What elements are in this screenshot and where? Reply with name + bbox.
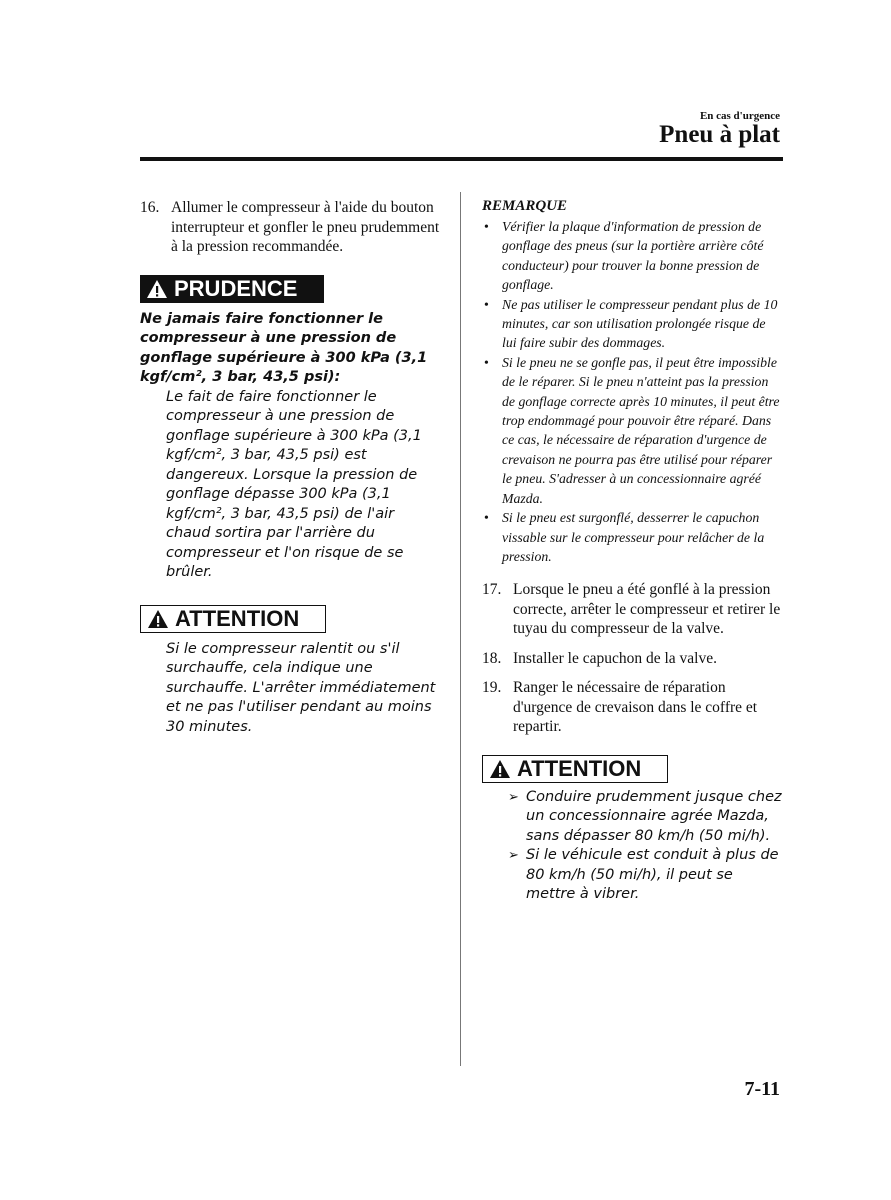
bullet-icon: • xyxy=(484,510,489,526)
attention-block-right xyxy=(482,755,782,905)
note-item: • Ne pas utiliser le compresseur pendant plus de 10 minutes, car son utilisation prolongée risque de lui faire subir des dommages. xyxy=(484,296,778,351)
step-number: 19. xyxy=(482,679,502,697)
caution-label: PRUDENCE xyxy=(174,275,298,301)
note-item: • Si le pneu est surgonflé, desserrer le capuchon vissable sur le compresseur pour relâcher de la pression. xyxy=(484,510,765,564)
section-title: En cas d'urgence xyxy=(699,110,780,122)
note-item: • Vérifier la plaque d'information de pression de gonflage des pneus (sur la portière arrière côté conducteur) pour trouver la bonne pression de gonflage. xyxy=(484,219,764,293)
bullet-icon: • xyxy=(484,354,489,370)
attention-block-left xyxy=(140,605,440,738)
warning-icon xyxy=(147,609,169,629)
warning-icon xyxy=(489,759,511,779)
bullet-icon: • xyxy=(484,219,489,234)
step-text: Lorsque le pneu a été gonflé à la pression correcte, arrêter le compresseur et retirer le tuyau du compresseur de la valve. xyxy=(513,581,781,638)
attention-list xyxy=(482,788,782,905)
attention-label: ATTENTION xyxy=(517,755,642,781)
caution-lead: Ne jamais faire fonctionner le compresseur à une pression de gonflage supérieure à 300 kPa (3,1 kgf/cm², 3 bar, 43,5 psi): xyxy=(140,310,428,385)
attention-item: ➢ Conduire prudemment jusque chez un concessionnaire agrée Mazda, sans dépasser 80 km/h (50 mi/h). xyxy=(508,788,782,844)
page-title: Pneu à plat xyxy=(659,121,780,148)
attention-banner xyxy=(140,605,326,633)
arrow-bullet-icon: ➢ xyxy=(508,848,519,864)
step-18 xyxy=(482,649,782,669)
attention-banner xyxy=(482,755,668,783)
left-column xyxy=(140,198,440,737)
bullet-icon: • xyxy=(484,296,489,312)
column-divider xyxy=(460,192,461,1066)
arrow-bullet-icon: ➢ xyxy=(508,789,519,805)
attention-label: ATTENTION xyxy=(175,605,300,631)
caution-banner xyxy=(140,275,324,303)
step-16 xyxy=(140,198,440,257)
step-text: Allumer le compresseur à l'aide du bouton interrupteur et gonfler le pneu prudemment à la pression recommandée. xyxy=(171,199,440,255)
step-19 xyxy=(482,678,782,737)
note-item: • Si le pneu ne se gonfle pas, il peut être impossible de le réparer. Si le pneu n'atteint pas la pression de gonflage correcte après 10 minutes, il peut être trop endommagé pour pouvoir être réparé. Dans ce cas, le nécessaire de réparation d'urgence de crevaison ne pourra pas être utilisé pour réparer le pneu. S'adresser à un concessionnaire agréé Mazda. xyxy=(484,354,780,506)
step-text: Installer le capuchon de la valve. xyxy=(513,649,717,667)
attention-item: ➢ Si le véhicule est conduit à plus de 80 km/h (50 mi/h), il peut se mettre à vibrer. xyxy=(508,847,779,903)
step-number: 17. xyxy=(482,581,502,599)
note-list xyxy=(482,217,782,566)
step-17 xyxy=(482,580,782,639)
attention-body: Si le compresseur ralentit ou s'il surchauffe, cela indique une surchauffe. L'arrêter immédiatement et ne pas l'utiliser pendant au moins 30 minutes. xyxy=(166,640,436,735)
page-number: 7-11 xyxy=(744,1078,780,1100)
step-number: 18. xyxy=(482,649,502,667)
steps-list xyxy=(482,580,782,737)
step-number: 16. xyxy=(140,199,160,216)
note-heading: REMARQUE xyxy=(482,198,568,214)
right-column xyxy=(482,198,782,905)
caution-body: Le fait de faire fonctionner le compresseur à une pression de gonflage supérieure à 300 kPa (3,1 kgf/cm², 3 bar, 43,5 psi) est dangereux. Lorsque la pression de gonflage dépasse 300 kPa (3,1 kgf/cm², 3 bar, 43,5 psi) de l'air chaud sortira par l'arrière du compresseur et l'on risque de se brûler. xyxy=(166,388,422,580)
warning-icon xyxy=(146,279,168,299)
step-text: Ranger le nécessaire de réparation d'urgence de crevaison dans le coffre et repartir. xyxy=(513,679,758,736)
header-rule xyxy=(140,157,783,161)
caution-block xyxy=(140,275,440,583)
